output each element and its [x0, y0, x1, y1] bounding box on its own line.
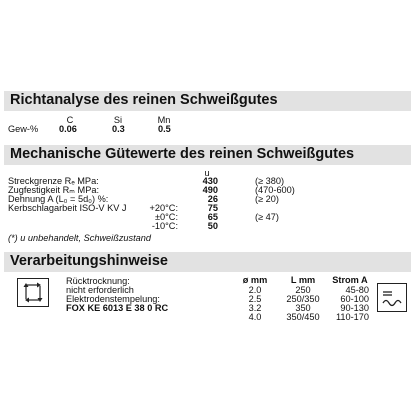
- property-label: Dehnung A (L₀ = 5d₀) %:: [8, 194, 109, 204]
- property-note: (470-600): [255, 185, 295, 195]
- property-value: 430: [202, 176, 218, 186]
- row-label-gew: Gew-%: [8, 124, 39, 134]
- property-temp: ±0°C:: [154, 212, 178, 222]
- processing-line: Rücktrocknung:: [66, 276, 130, 286]
- header-length: L mm: [290, 275, 316, 285]
- row-length: 250/350: [286, 294, 320, 304]
- row-current: 60-100: [340, 294, 369, 304]
- electrode-marking: FOX KE 6013 E 38 0 RC: [66, 303, 169, 313]
- property-temp: -10°C:: [151, 221, 178, 231]
- row-current: 90-130: [340, 303, 369, 313]
- value-si: 0.3: [112, 124, 125, 134]
- row-diameter: 4.0: [248, 312, 262, 322]
- property-note: (≥ 380): [255, 176, 285, 186]
- property-value: 26: [207, 194, 218, 204]
- row-diameter: 3.2: [248, 303, 262, 313]
- section-header-analysis: [4, 91, 411, 111]
- property-value: 490: [202, 185, 218, 195]
- section-header-processing: [4, 252, 411, 272]
- property-label: Zugfestigkeit Rₘ MPa:: [8, 185, 99, 195]
- current-type-icon: [377, 283, 407, 312]
- welding-position-icon: [17, 278, 49, 307]
- element-c: C: [66, 115, 74, 125]
- header-current: Strom A: [332, 275, 368, 285]
- processing-line: nicht erforderlich: [66, 285, 134, 295]
- row-length: 350: [295, 303, 311, 313]
- property-note: (≥ 47): [255, 212, 279, 222]
- property-label: Streckgrenze Rₑ MPa:: [8, 176, 99, 186]
- section-title: Richtanalyse des reinen Schweißgutes: [10, 92, 278, 108]
- section-title: Verarbeitungshinweise: [10, 253, 168, 269]
- property-note: (≥ 20): [255, 194, 279, 204]
- row-current: 45-80: [345, 285, 369, 295]
- processing-line: Elektrodenstempelung:: [66, 294, 160, 304]
- value-mn: 0.5: [158, 124, 171, 134]
- property-label: Kerbschlagarbeit ISO-V KV J: [8, 203, 127, 213]
- property-temp: +20°C:: [149, 203, 178, 213]
- value-c: 0.06: [59, 124, 77, 134]
- section-title: Mechanische Gütewerte des reinen Schweißgutes: [10, 146, 355, 162]
- property-value: 75: [207, 203, 218, 213]
- property-value: 50: [207, 221, 218, 231]
- row-diameter: 2.5: [248, 294, 262, 304]
- element-si: Si: [113, 115, 123, 125]
- section-header-mechanical: [4, 145, 411, 165]
- element-mn: Mn: [157, 115, 171, 125]
- row-length: 350/450: [286, 312, 320, 322]
- col-header-u: u: [204, 168, 210, 178]
- row-current: 110-170: [335, 312, 369, 322]
- row-length: 250: [295, 285, 311, 295]
- property-value: 65: [207, 212, 218, 222]
- header-diameter: ø mm: [242, 275, 268, 285]
- row-diameter: 2.0: [248, 285, 262, 295]
- footnote: (*) u unbehandelt, Schweißzustand: [8, 233, 152, 243]
